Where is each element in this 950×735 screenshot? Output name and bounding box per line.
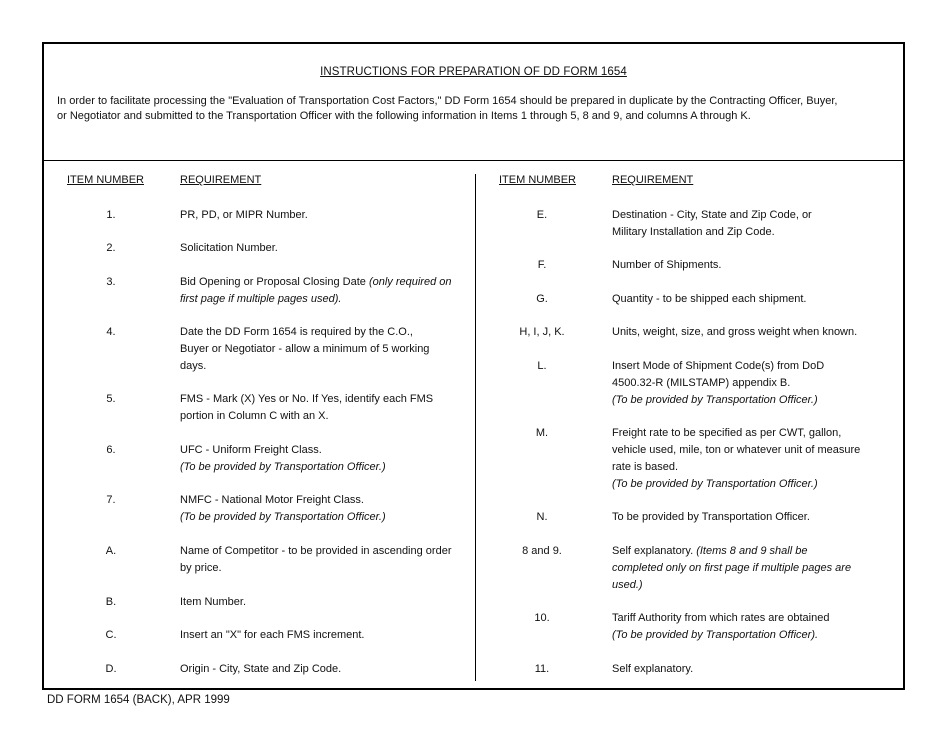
item-number: 6. <box>106 444 116 456</box>
item-number: 4. <box>106 326 116 338</box>
item-number: D. <box>105 663 117 675</box>
item-number: 2. <box>106 242 116 254</box>
item-number: B. <box>105 596 117 608</box>
requirement-text: Origin - City, State and Zip Code. <box>180 663 342 675</box>
item-number: E. <box>536 209 548 221</box>
requirement-text: FMS - Mark (X) Yes or No. If Yes, identify each FMS portion in Column C with an X. <box>180 393 434 422</box>
intro-paragraph: In order to facilitate processing the "Evaluation of Transportation Cost Factors," DD Form 1654 should be prepared in duplicate by the Contracting Officer, Buyer, or Negotiator and submitted to the Transportation Officer with the following information in Items 1 through 5, 8 and 9, and columns A through K. <box>57 95 838 122</box>
item-requirement <box>180 274 452 308</box>
requirement-text: Date the DD Form 1654 is required by the C.O., Buyer or Negotiator - allow a minimum of 5 working days. <box>180 326 430 372</box>
requirement-text: Insert an "X" for each FMS increment. <box>180 629 365 641</box>
requirement-text: Freight rate to be specified as per CWT, gallon, vehicle used, mile, ton or whatever unit of measure rate is based. <box>612 427 861 473</box>
requirement-text: UFC - Uniform Freight Class. <box>180 444 322 456</box>
item-number: 11. <box>534 663 550 675</box>
column-divider <box>475 174 476 681</box>
item-requirement <box>612 425 874 493</box>
item-number: 3. <box>106 276 116 288</box>
item-requirement <box>612 358 852 409</box>
instructions-form <box>42 42 905 690</box>
requirement-text: Units, weight, size, and gross weight when known. <box>612 326 858 338</box>
left-requirement-header: REQUIREMENT <box>180 174 262 186</box>
item-number: C. <box>105 629 117 641</box>
item-requirement <box>180 391 442 425</box>
item-requirement <box>180 442 452 476</box>
requirement-text: Tariff Authority from which rates are obtained <box>612 612 830 624</box>
requirement-text: Insert Mode of Shipment Code(s) from DoD 4500.32-R (MILSTAMP) appendix B. <box>612 360 825 389</box>
requirement-note: (To be provided by Transportation Officer.) <box>180 511 386 523</box>
item-requirement <box>180 207 452 224</box>
item-requirement <box>180 324 442 375</box>
requirement-text: Bid Opening or Proposal Closing Date <box>180 276 366 288</box>
requirement-text: Self explanatory. <box>612 663 694 675</box>
item-number: A. <box>105 545 117 557</box>
form-header <box>44 44 903 161</box>
item-requirement <box>180 240 452 257</box>
item-requirement <box>612 509 884 526</box>
requirement-note: (Items 8 and 9 shall be completed only on first page if multiple pages are used.) <box>612 545 852 591</box>
requirement-note: (To be provided by Transportation Officer.) <box>612 478 818 490</box>
requirement-note: (To be provided by Transportation Officer.) <box>180 461 386 473</box>
requirement-text: Number of Shipments. <box>612 259 722 271</box>
item-number: M. <box>535 427 549 439</box>
item-number: L. <box>537 360 547 372</box>
item-requirement <box>612 543 860 594</box>
item-requirement <box>180 661 452 678</box>
item-requirement <box>612 610 884 644</box>
item-requirement <box>612 257 884 274</box>
item-number: 7. <box>106 494 116 506</box>
requirement-text: NMFC - National Motor Freight Class. <box>180 494 364 506</box>
item-number: N. <box>536 511 548 523</box>
item-requirement <box>180 492 452 526</box>
item-requirement <box>180 594 452 611</box>
item-requirement <box>612 291 884 308</box>
requirement-text: Name of Competitor - to be provided in ascending order by price. <box>180 545 452 574</box>
requirement-text: Quantity - to be shipped each shipment. <box>612 293 807 305</box>
requirement-text: Solicitation Number. <box>180 242 278 254</box>
item-requirement <box>180 627 452 644</box>
item-requirement <box>612 324 884 341</box>
item-number: G. <box>536 293 548 305</box>
requirement-text: Item Number. <box>180 596 247 608</box>
form-footer: DD FORM 1654 (BACK), APR 1999 <box>47 694 230 706</box>
item-requirement <box>612 661 884 678</box>
item-requirement <box>612 207 842 241</box>
requirement-text: To be provided by Transportation Officer. <box>612 511 810 523</box>
item-number: 1. <box>106 209 116 221</box>
requirement-note: (To be provided by Transportation Officer.) <box>612 394 818 406</box>
item-number: F. <box>537 259 547 271</box>
item-requirement <box>180 543 452 577</box>
requirement-note: (only required on first page if multiple pages used). <box>180 276 452 305</box>
form-title: INSTRUCTIONS FOR PREPARATION OF DD FORM 1654 <box>320 66 627 78</box>
left-item-number-header: ITEM NUMBER <box>67 174 144 186</box>
item-number: H, I, J, K. <box>519 326 565 338</box>
right-item-number-header: ITEM NUMBER <box>499 174 576 186</box>
requirement-note: (To be provided by Transportation Officer). <box>612 629 819 641</box>
requirement-text: Self explanatory. <box>612 545 694 557</box>
item-number: 8 and 9. <box>522 545 562 557</box>
item-number: 5. <box>106 393 116 405</box>
right-requirement-header: REQUIREMENT <box>612 174 694 186</box>
requirement-text: Destination - City, State and Zip Code, or Military Installation and Zip Code. <box>612 209 812 238</box>
requirement-text: PR, PD, or MIPR Number. <box>180 209 308 221</box>
item-number: 10. <box>534 612 550 624</box>
